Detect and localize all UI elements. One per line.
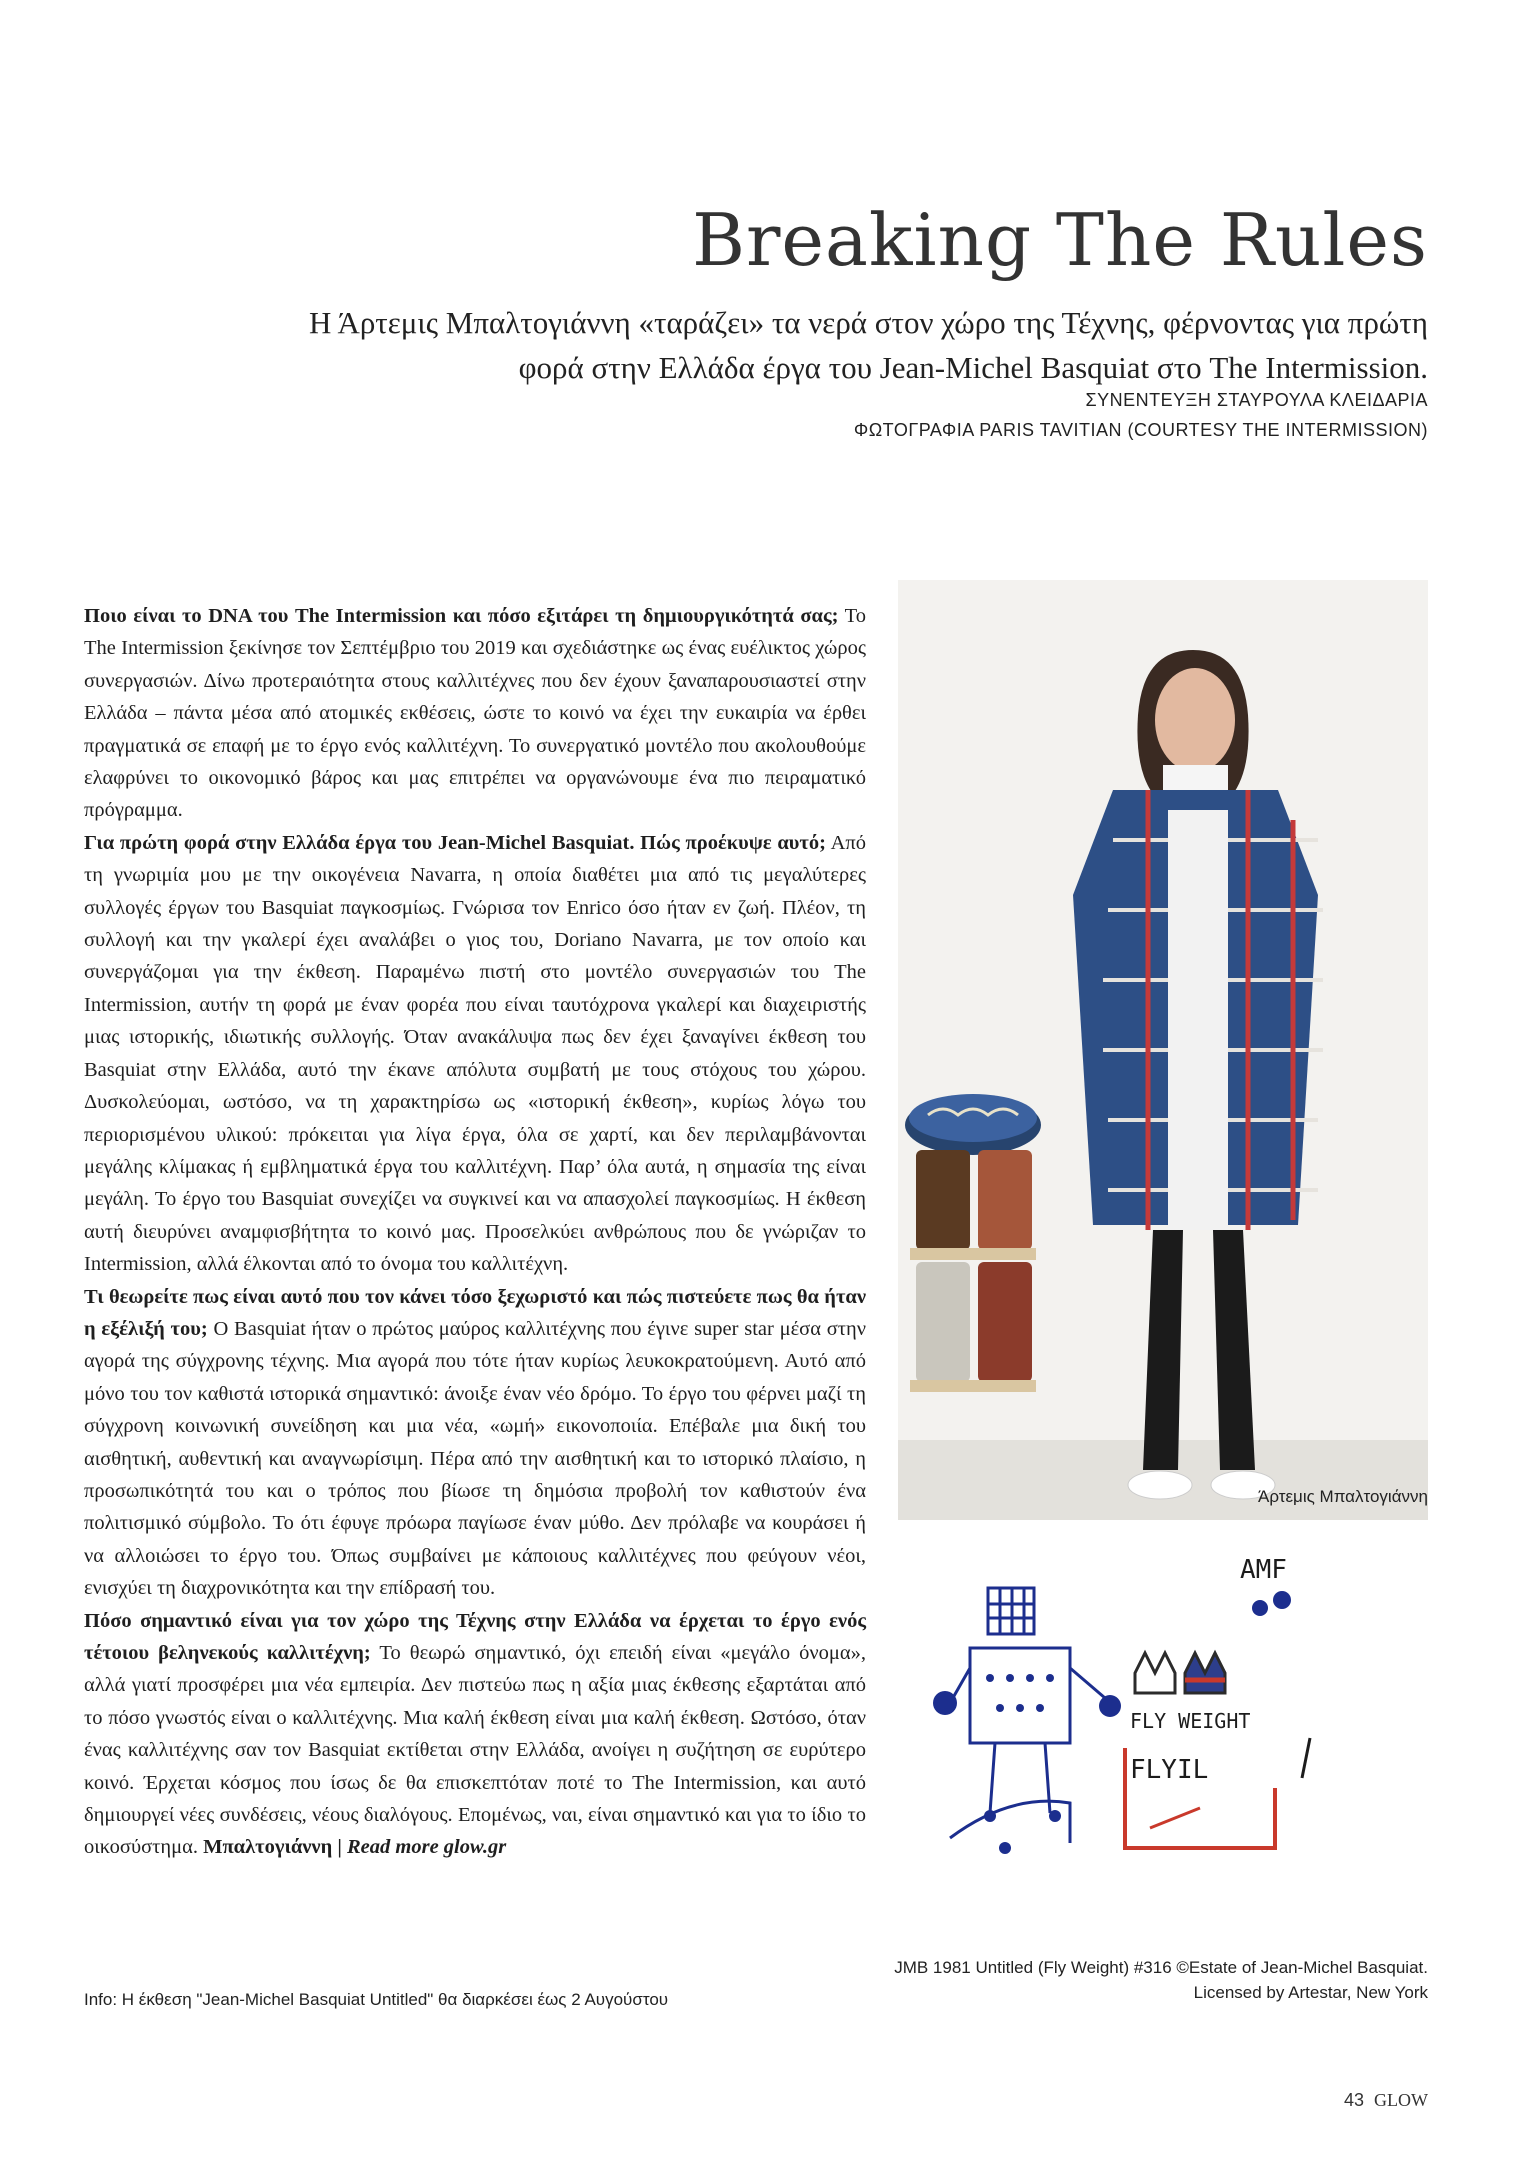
article-lede: Η Άρτεμις Μπαλτογιάννη «ταράζει» τα νερά στον χώρο της Τέχνης, φέρνοντας για πρώτη φορά στην Ελλάδα έργα του Jean-Michel Basquiat στο The Intermission. <box>309 305 1428 385</box>
signature-separator: | <box>337 1836 342 1859</box>
photo-credit: ΦΩΤΟΓΡΑΦΙΑ PARIS TAVITIAN (COURTESY THE INTERMISSION) <box>853 420 1428 440</box>
page-number: 43 <box>1343 2090 1365 2110</box>
magazine-name: GLOW <box>1374 2090 1428 2110</box>
signature: Μπαλτογιάννη <box>203 1836 333 1859</box>
question-4: Πόσο σημαντικό είναι για τον χώρο της Τέχνης στην Ελλάδα να έρχεται το έργο ενός τέτοιου βεληνεκούς καλλιτέχνη; <box>84 1609 866 1664</box>
artwork-text-bottom: FLYIL <box>1130 1755 1209 1785</box>
article-body <box>84 600 866 1864</box>
article-title: Breaking The Rules <box>692 198 1428 282</box>
qa-paragraph-4 <box>84 1605 866 1864</box>
question-2: Για πρώτη φορά στην Ελλάδα έργα του Jean-Michel Basquiat. Πώς προέκυψε αυτό; <box>84 831 826 854</box>
answer-2: Από τη γνωριμία μου με την οικογένεια Navarra, η οποία διαθέτει μια από τις μεγαλύτερες συλλογές έργων του Basquiat παγκοσμίως. Γνώρισα τον Enrico όσο ήταν εν ζωή. Πλέον, τη συλλογή και την γκαλερί έχει αναλάβει ο γιος του, Doriano Navarra, με τον οποίο και συνεργάζομαι για την έκθεση. Παραμένω πιστή στο μοντέλο συνεργασιών του The Intermission, αυτήν τη φορά με έναν φορέα που είναι ταυτόχρονα γκαλερί και διαχειριστής μιας ιστορικής, ιδιωτικής συλλογής. Όταν ανακάλυψα πως δεν έχει ξαναγίνει έκθεση του Basquiat στην Ελλάδα, αυτό την έκανε απόλυτα συμβατή με τους στόχους του χώρου. Δυσκολεύομαι, ωστόσο, να τη χαρακτηρίσω ως «ιστορική έκθεση», κυρίως λόγω του περιορισμένου υλικού: πρόκειται για λίγα έργα, όλα σε χαρτί, και δεν περιλαμβάνονται μεγάλης κλίμακας ή εμβληματικά έργα του καλλιτέχνη. Παρ’ όλα αυτά, η σημασία της είναι μεγάλη. Το έργο του Basquiat συνεχίζει να συγκινεί και να απασχολεί παγκοσμίως. Η έκθεση αυτή διευρύνει αναμφισβήτητα το κοινό μας. Προσελκύει ανθρώπους που δε γνώριζαν το Intermission, αλλά έλκονται από το όνομα του καλλιτέχνη. <box>84 831 866 1276</box>
portrait-photo <box>898 580 1428 1520</box>
artwork-text-middle: FLY WEIGHT <box>1130 1709 1251 1733</box>
page-footer <box>1344 2090 1428 2111</box>
qa-paragraph-1 <box>84 600 866 827</box>
answer-3: Ο Basquiat ήταν ο πρώτος μαύρος καλλιτέχνης που έγινε super star μέσα στην αγορά της σύγχρονης τέχνης. Μια αγορά που τότε ήταν κυρίως λευκοκρατούμενη. Αυτό από μόνο του τον καθιστά ιστορικά σημαντικό: άνοιξε έναν νέο δρόμο. Το έργο του φέρνει μαζί τη σύγχρονη κοινωνική συνείδηση και μια νέα, «ωμή» εικονοποιία. Επέβαλε μια δική του αισθητική, αυθεντική και αναγνωρίσιμη. Πέρα από την αισθητική και το ιστορικό πλαίσιο, η προσωπικότητά του και ο τρόπος που βίωσε τη δημόσια προβολή τον καθιστούν ένα πολιτισμικό σύμβολο. Το ότι έφυγε πρόωρα παγίωσε έναν μύθο. Δεν πρόλαβε να κουράσει ή να αλλοιώσει το έργο του. Όπως συμβαίνει με κάποιους καλλιτέχνες που φεύγουν νέοι, ενισχύει τη διαχρονικότητα και την επίδρασή του. <box>84 1317 867 1600</box>
exhibition-info: Info: Η έκθεση "Jean-Michel Basquiat Untitled" θα διαρκέσει έως 2 Αυγούστου <box>84 1990 669 2009</box>
question-3: Τι θεωρείτε πως είναι αυτό που τον κάνει τόσο ξεχωριστό και πώς πιστεύετε πως θα ήταν η εξέλιξή του; <box>84 1285 866 1340</box>
answer-4: Το θεωρώ σημαντικό, όχι επειδή είναι «μεγάλο όνομα», αλλά γιατί προσφέρει μια νέα εμπειρία. Δεν πιστεύω πως η αξία μιας έκθεσης εξαρτάται από το πόσο γνωστός είναι ο καλλιτέχνης. Μια καλή έκθεση είναι μια καλή έκθεση. Ωστόσο, όταν ένας καλλιτέχνης σαν τον Basquiat εκτίθεται στην Ελλάδα, ανοίγει η συζήτηση σε ευρύτερο κοινό. Έρχεται κόσμος που ίσως δε θα επισκεπτόταν ποτέ το The Intermission, και αυτό δημιουργεί νέες συνδέσεις, νέους διαλόγους. Επομένως, ναι, είναι σημαντικό και για το ίδιο το οικοσύστημα. <box>84 1642 866 1859</box>
interview-credit: ΣΥΝΕΝΤΕΥΞΗ ΣΤΑΥΡΟΥΛΑ ΚΛΕΙΔΑΡΙΑ <box>1085 390 1428 410</box>
qa-paragraph-2 <box>84 827 866 1281</box>
artwork-caption: JMB 1981 Untitled (Fly Weight) #316 ©Estate of Jean-Michel Basquiat. Licensed by Artestar, New York <box>894 1958 1428 2002</box>
answer-1: Το The Intermission ξεκίνησε τον Σεπτέμβριο του 2019 και σχεδιάστηκε ως ένας ευέλικτος χώρος συνεργασιών. Δίνω προτεραιότητα στους καλλιτέχνες που δεν έχουν ξαναπαρουσιαστεί στην Ελλάδα – πάντα μέσα από ατομικές εκθέσεις, ώστε το κοινό να έχει την ευκαιρία να έρθει πραγματικά σε επαφή με το έργο ενός καλλιτέχνη. Το συνεργατικό μοντέλο που ακολουθούμε ελαφρύνει το οικονομικό βάρος και μας επιτρέπει να οργανώνουμε ένα πιο πειραματικό πρόγραμμα. <box>84 605 866 822</box>
portrait-caption: Άρτεμις Μπαλτογιάννη <box>1257 1487 1428 1506</box>
artwork-text-top: AMF <box>1240 1555 1287 1585</box>
question-1: Ποιο είναι το DNA του The Intermission και πόσο εξιτάρει τη δημιουργικότητά σας; <box>84 605 839 627</box>
qa-paragraph-3 <box>84 1281 866 1605</box>
read-more-link[interactable]: Read more glow.gr <box>347 1836 507 1859</box>
basquiat-artwork <box>930 1538 1428 1898</box>
